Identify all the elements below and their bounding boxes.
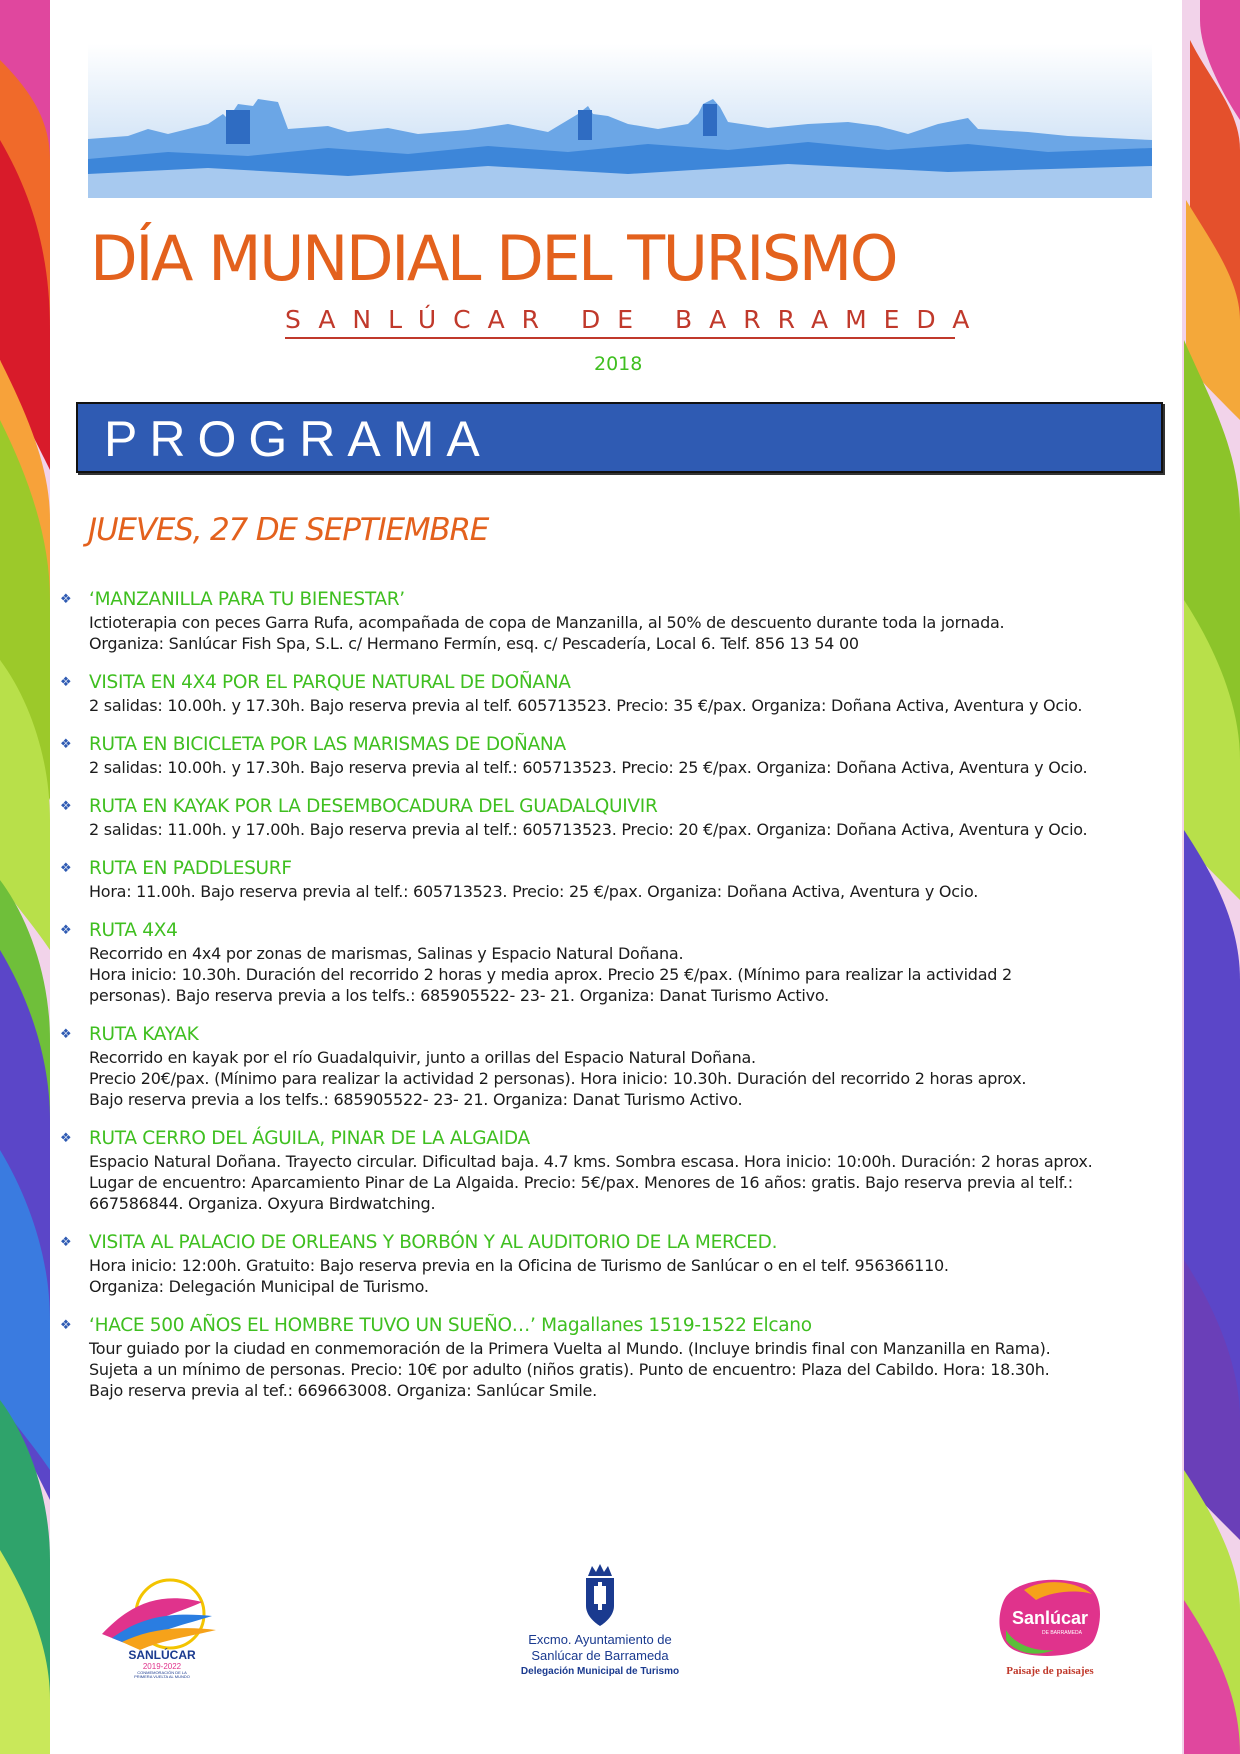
event-title: ‘MANZANILLA PARA TU BIENESTAR’ xyxy=(89,589,405,610)
event-item xyxy=(60,1314,1155,1401)
event-detail-line: Bajo reserva previa a los telfs.: 685905522- 23- 21. Organiza: Danat Turismo Activo. xyxy=(89,1090,743,1109)
subtitle: SANLÚCAR DE BARRAMEDA xyxy=(285,305,955,339)
event-detail-line: Precio 20€/pax. (Mínimo para realizar la actividad 2 personas). Hora inicio: 10.30h. Duración del recorrido 2 horas aprox. xyxy=(89,1069,1027,1088)
event-item xyxy=(60,588,1155,654)
city-skyline-banner xyxy=(88,44,1152,198)
event-detail-line: Espacio Natural Doñana. Trayecto circular. Dificultad baja. 4.7 kms. Sombra escasa. Hora inicio: 10:00h. Duración: 2 horas aprox. xyxy=(89,1152,1093,1171)
event-item xyxy=(60,671,1155,716)
diamond-bullet-icon: ❖ xyxy=(60,1027,72,1042)
programa-banner xyxy=(76,402,1163,473)
diamond-bullet-icon: ❖ xyxy=(60,1235,72,1250)
event-title: ‘HACE 500 AÑOS EL HOMBRE TUVO UN SUEÑO…’ Magallanes 1519-1522 Elcano xyxy=(89,1315,812,1336)
event-date: JUEVES, 27 DE SEPTIEMBRE xyxy=(88,512,489,548)
logo-left-name: SANLÚCAR xyxy=(128,1648,196,1662)
logo-primera-vuelta xyxy=(92,1572,232,1678)
event-title: RUTA EN KAYAK POR LA DESEMBOCADURA DEL GUADALQUIVIR xyxy=(89,796,658,817)
sanlucar-brand-logo-icon xyxy=(984,1570,1116,1678)
event-detail-line: Hora inicio: 12:00h. Gratuito: Bajo reserva previa en la Oficina de Turismo de Sanlúcar o en el telf. 956366110. xyxy=(89,1256,949,1275)
event-detail-line: 2 salidas: 11.00h. y 17.00h. Bajo reserva previa al telf.: 605713523. Precio: 20 €/pax. Organiza: Doñana Activa, Aventura y Ocio. xyxy=(89,820,1088,839)
event-title: RUTA EN PADDLESURF xyxy=(89,858,292,879)
event-title: VISITA EN 4X4 POR EL PARQUE NATURAL DE DOÑANA xyxy=(89,672,571,693)
event-title: RUTA CERRO DEL ÁGUILA, PINAR DE LA ALGAIDA xyxy=(89,1128,530,1149)
brand-name: Sanlúcar xyxy=(1011,1608,1089,1628)
event-item xyxy=(60,919,1155,1006)
event-detail-line: Bajo reserva previa al tef.: 669663008. Organiza: Sanlúcar Smile. xyxy=(89,1381,597,1400)
brand-sub: DE BARRAMEDA xyxy=(1041,1630,1083,1636)
event-item xyxy=(60,733,1155,778)
event-list xyxy=(60,588,1155,1418)
logo-left-caption1: CONMEMORACIÓN DE LA xyxy=(137,1670,187,1675)
event-title: RUTA 4X4 xyxy=(89,920,178,941)
logo-left-caption2: PRIMERA VUELTA AL MUNDO xyxy=(134,1674,190,1678)
event-item xyxy=(60,857,1155,902)
ayuntamiento-line1: Excmo. Ayuntamiento de xyxy=(528,1632,672,1647)
event-item xyxy=(60,1127,1155,1214)
event-item xyxy=(60,1231,1155,1297)
logo-sanlucar-brand xyxy=(984,1570,1116,1678)
event-title: VISITA AL PALACIO DE ORLEANS Y BORBÓN Y AL AUDITORIO DE LA MERCED. xyxy=(89,1232,778,1253)
diamond-bullet-icon: ❖ xyxy=(60,592,72,607)
event-detail-line: personas). Bajo reserva previa a los telfs.: 685905522- 23- 21. Organiza: Danat Turismo Activo. xyxy=(89,986,829,1005)
diamond-bullet-icon: ❖ xyxy=(60,923,72,938)
event-item xyxy=(60,795,1155,840)
programa-title: PROGRAMA xyxy=(104,411,492,467)
diamond-bullet-icon: ❖ xyxy=(60,861,72,876)
event-detail-line: Hora: 11.00h. Bajo reserva previa al telf.: 605713523. Precio: 25 €/pax. Organiza: Doñana Activa, Aventura y Ocio. xyxy=(89,882,979,901)
diamond-bullet-icon: ❖ xyxy=(60,737,72,752)
event-title: RUTA KAYAK xyxy=(89,1024,199,1045)
event-detail-line: Hora inicio: 10.30h. Duración del recorrido 2 horas y media aprox. Precio 25 €/pax. (Mínimo para realizar la actividad 2 xyxy=(89,965,1012,984)
event-detail-line: Sujeta a un mínimo de personas. Precio: 10€ por adulto (niños gratis). Punto de encuentro: Plaza del Cabildo. Hora: 18.30h. xyxy=(89,1360,1050,1379)
event-detail-line: 2 salidas: 10.00h. y 17.30h. Bajo reserva previa al telf.: 605713523. Precio: 25 €/pax. Organiza: Doñana Activa, Aventura y Ocio. xyxy=(89,758,1088,777)
diamond-bullet-icon: ❖ xyxy=(60,799,72,814)
event-detail-line: Recorrido en 4x4 por zonas de marismas, Salinas y Espacio Natural Doñana. xyxy=(89,944,684,963)
diamond-bullet-icon: ❖ xyxy=(60,675,72,690)
event-detail-line: 2 salidas: 10.00h. y 17.30h. Bajo reserva previa al telf. 605713523. Precio: 35 €/pax. Organiza: Doñana Activa, Aventura y Ocio. xyxy=(89,696,1083,715)
event-item xyxy=(60,1023,1155,1110)
main-title: DÍA MUNDIAL DEL TURISMO xyxy=(90,222,897,295)
year: 2018 xyxy=(594,353,643,375)
swirl-globe-logo-icon xyxy=(92,1572,232,1678)
event-detail-line: 667586844. Organiza. Oxyura Birdwatching. xyxy=(89,1194,436,1213)
event-detail-line: Lugar de encuentro: Aparcamiento Pinar de La Algaida. Precio: 5€/pax. Menores de 16 años: gratis. Bajo reserva previa al telf.: xyxy=(89,1173,1073,1192)
logo-ayuntamiento xyxy=(500,1562,700,1680)
event-title: RUTA EN BICICLETA POR LAS MARISMAS DE DOÑANA xyxy=(89,734,566,755)
logo-left-years: 2019-2022 xyxy=(142,1662,182,1671)
event-detail-line: Organiza: Delegación Municipal de Turismo. xyxy=(89,1277,429,1296)
event-detail-line: Tour guiado por la ciudad en conmemoración de la Primera Vuelta al Mundo. (Incluye brindis final con Manzanilla en Rama). xyxy=(89,1339,1051,1358)
event-detail-line: Recorrido en kayak por el río Guadalquivir, junto a orillas del Espacio Natural Doñana. xyxy=(89,1048,756,1067)
diamond-bullet-icon: ❖ xyxy=(60,1131,72,1146)
brand-tagline: Paisaje de paisajes xyxy=(1006,1665,1094,1677)
ayuntamiento-line2: Sanlúcar de Barrameda xyxy=(531,1648,669,1663)
event-detail-line: Ictioterapia con peces Garra Rufa, acompañada de copa de Manzanilla, al 50% de descuento durante toda la jornada. xyxy=(89,613,1005,632)
diamond-bullet-icon: ❖ xyxy=(60,1318,72,1333)
ayuntamiento-line3: Delegación Municipal de Turismo xyxy=(520,1666,680,1677)
coat-of-arms-icon xyxy=(580,1562,620,1628)
event-detail-line: Organiza: Sanlúcar Fish Spa, S.L. c/ Hermano Fermín, esq. c/ Pescadería, Local 6. Telf. 856 13 54 00 xyxy=(89,634,859,653)
